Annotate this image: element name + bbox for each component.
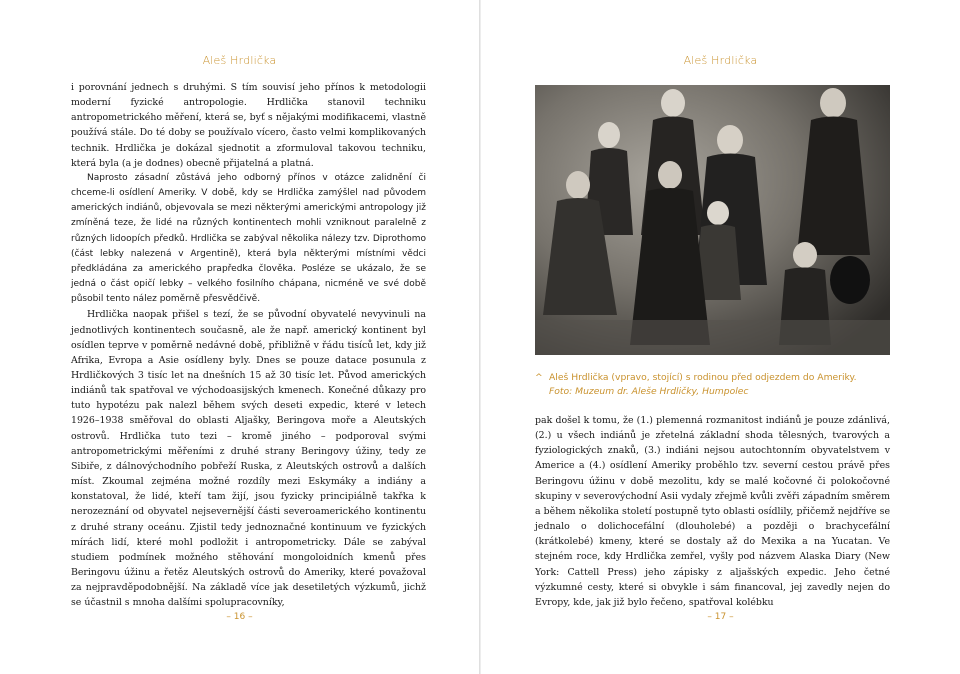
left-paragraph-2: Naprosto zásadní zůstává jeho odborný přínos v otázce zalidnění či chceme-li osídlení Ameriky. V době, kdy se Hrdlička zamýšlel nad původem amerických indiánů, objevovala se mezi některými americkými antropology již zmíněná teze, že lidé na různých kontinentech mohli vzniknout paralelně z různých lidoopích předků. Hrdlička se zabýval několika nálezy tzv. Diprothomo (část lebky nalezená v Argentině), která byla některými místními vědci předkládána za amerického prapředka člověka. Posléze se ukázalo, že se jedná o část opičí lebky – velkého fosilního chápana, nicméně ve své době působil tento nález poměrně přesvědčivě. bbox=[71, 172, 426, 305]
left-body-text bbox=[71, 80, 426, 610]
left-paragraph-3: Hrdlička naopak přišel s tezí, že se původní obyvatelé nevyvinuli na jednotlivých kontinentech současně, ale že např. americký kontinent byl osídlen teprve v poměrně nedávné době, přibližně v řádu tisíců let, kdy již Afrika, Evropa a Asie osídleny byly. Dnes se pouze datace posunula z Hrdličkových 3 tisíc let na dnešních 15 až 30 tisíc let. Původ amerických indiánů tak spatřoval ve východoasijských kmenech. Konečné důkazy pro tuto hypotézu pak nalezl během svých deseti expedic, které v letech 1926–1938 směřoval do oblasti Aljašky, Beringova moře a Aleutských ostrovů. Hrdlička tuto tezi – kromě jiného – podporoval svými antropometrickými měřeními z druhé strany Beringovy úžiny, tedy ze Sibiře, z dálnovýchodního pobřeží Ruska, z Aleutských ostrovů a dalších míst. Zkoumal zejména možné rozdíly mezi Eskymáky a indiány a konstatoval, že lidé, kteří tam žijí, jsou fyzicky principiálně takřka k nerozeznání od obyvatel nejsevernější části severoamerického kontinentu z druhé strany oceánu. Zjistil tedy jednoznačné kontinuum ve fyzických mírách lidí, které mohl podložit i antropometricky. Dále se zabýval studiem podmínek možného stěhování mongoloidních kmenů přes Beringovu úžinu a řetěz Aleutských ostrovů do Ameriky, které považoval za nejpravděpodobnější. Na základě více jak desetiletých výzkumů, jichž se účastnil s mnoha dalšími spolupracovníky, bbox=[71, 309, 426, 609]
family-photograph bbox=[535, 85, 890, 355]
left-page bbox=[0, 0, 479, 674]
page-number-right: – 17 – bbox=[707, 612, 734, 622]
right-page bbox=[481, 0, 960, 674]
photo-caption bbox=[535, 371, 895, 399]
running-head-left: Aleš Hrdlička bbox=[202, 54, 277, 67]
right-paragraph-1: pak došel k tomu, že (1.) plemenná rozmanitost indiánů je pouze zdánlivá, (2.) u všech indiánů je zřetelná základní shoda tělesných, tvarových a fyziologických znaků, (3.) indiáni nejsou autochtonním obyvatelstvem v Americe a (4.) osídlení Ameriky proběhlo tzv. severní cestou právě přes Beringovu úžinu v době mezolitu, kdy se malé kočovné či polokočovné skupiny v severovýchodní Asii vydaly zřejmě kvůli zvěři západním směrem a během několika století postupně tyto oblasti osídlily, přičemž nejdříve se jednalo o dolichocefální (dlouholebé) a později o brachycefální (krátkolebé) kmeny, které se dostaly až do Mexika a na Yucatan. Ve stejném roce, kdy Hrdlička zemřel, vyšly pod názvem Alaska Diary (New York: Cattell Press) jeho zápisky z aljašských expedic. Jeho četné výzkumné cesty, které si obvykle i sám financoval, jej zavedly nejen do Evropy, kde, jak již bylo řečeno, spatřoval kolébku bbox=[535, 415, 890, 608]
caption-text: Aleš Hrdlička (vpravo, stojící) s rodinou před odjezdem do Ameriky. bbox=[549, 372, 857, 383]
page-number-left: – 16 – bbox=[226, 612, 253, 622]
caption-marker: ^ bbox=[535, 372, 543, 383]
left-paragraph-1: i porovnání jednech s druhými. S tím souvisí jeho přínos k metodologii moderní fyzické antropologie. Hrdlička stanovil techniku antropometrického měření, která se, byť s nějakými modifikacemi, vlastně používá stále. Do té doby se používalo vícero, často velmi komplikovaných technik. Hrdlička je dokázal sjednotit a zformuloval takovou techniku, která byla (a je dodnes) obecně přijatelná a platná. bbox=[71, 82, 426, 169]
caption-credit: Foto: Muzeum dr. Aleše Hrdličky, Humpolec bbox=[549, 386, 749, 397]
family-photo-illustration bbox=[535, 85, 890, 355]
right-body-text bbox=[535, 413, 890, 610]
running-head-right: Aleš Hrdlička bbox=[683, 54, 758, 67]
